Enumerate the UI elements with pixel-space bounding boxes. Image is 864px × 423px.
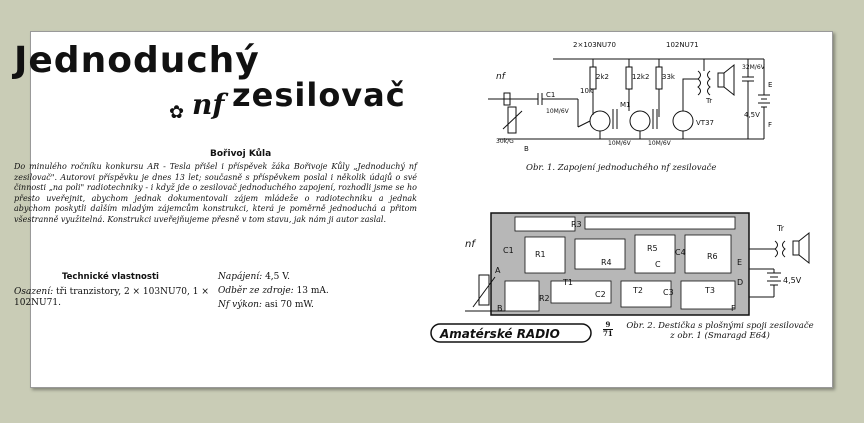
pcb-label-a: A [495,266,501,275]
odber-value: 13 mA. [296,286,329,296]
pcb-label-c: C [655,260,661,269]
label-c1-value: 10M/6V [546,108,569,115]
label-nf: nf [496,72,505,82]
pcb-label-r3: R3 [571,220,582,229]
title-word-1: Jednoduchý [14,40,260,81]
pcb-diagram [435,211,825,319]
magazine-logo [430,321,593,345]
pcb-label-d: D [737,278,744,287]
article-title [14,40,454,123]
odber-label: Odběr ze zdroje: [218,286,294,296]
issue-year: 71 [603,329,613,338]
label-c2-value: 10M/6V [608,140,631,147]
label-r3-value: 12k2 [632,73,650,81]
label-tr: Tr [706,97,713,105]
pcb-label-tr: Tr [777,224,784,233]
tech-osazeni [14,287,214,309]
pcb-label-battery: 4,5V [783,276,802,285]
figure-1-caption: Obr. 1. Zapojení jednoduchého nf zesilovače [526,163,717,173]
label-c3-value: 10M/6V [648,140,671,147]
label-m1: M1 [620,101,631,109]
flower-icon: ✿ [169,102,185,123]
vykon-value: asi 70 mW. [264,300,314,310]
schematic-diagram [448,37,778,157]
spec-vykon [218,298,418,312]
pcb-label-nf: nf [465,239,475,250]
pcb-label-b: B [497,304,503,313]
title-word-2: zesilovač [232,76,406,114]
pcb-label-t2: T2 [633,286,643,295]
magazine-logo-text: Amatérské RADIO [440,327,560,341]
pcb-label-t1: T1 [563,278,573,287]
label-t3: VT37 [696,119,714,127]
pcb-label-c4: C4 [675,248,686,257]
pcb-label-r4: R4 [601,258,612,267]
pcb-label-r5: R5 [647,244,658,253]
label-r4-value: 33k [662,73,675,81]
label-transistors-top: 2×103NU70 [573,41,616,49]
figure-2-caption-line-2: z obr. 1 (Smaragd E64) [670,331,770,341]
figure-2-caption [620,321,820,341]
tech-specs [218,270,418,312]
title-nf: nf [192,88,225,121]
label-r2-value: 2k2 [596,73,609,81]
pcb-label-f: F [731,304,736,313]
spec-odber [218,284,418,298]
pcb-label-r6: R6 [707,252,718,261]
vykon-label: Nf výkon: [218,300,262,310]
spec-napajeni [218,270,418,284]
pcb-label-r1: R1 [535,250,546,259]
label-b: B [524,145,529,153]
label-e: E [768,81,773,89]
issue-num: 9 [605,320,611,329]
pcb-label-t3: T3 [705,286,715,295]
pcb-label-e: E [737,258,743,267]
label-r1-value: 10k [580,87,593,95]
pcb-label-c2: C2 [595,290,606,299]
intro-paragraph: Do minulého ročníku konkursu AR - Tesla přišel i příspěvek žáka Bořivoje Kůly „Jednoduchý nf zesilovač". Autorovi příspěvku je dnes 13 let; současně s příspěvkem poslal i několik údajů o své činnosti „na poli" radiotechniky - i když jde o zesilovač jednoduchého zapojení, rozhodli jsme se ho přesto uveřejnit, abychom jednak dokumentovali zájem mládeže o radiotechniku a jednak abychom poskytli dalším mladým zájemcům konstrukci, která je poměrně jednoduchá a přitom všestranně využitelná. Konstrukci uveřejňujeme přesně v tom stavu, jak nám ji autor zaslal. [14,162,417,224]
label-c4-value: 32M/6V [742,64,765,71]
label-transistor-out: 102NU71 [666,41,699,49]
osazeni-value: tři tranzistory, 2 × 103NU70, 1 × 102NU71. [14,287,209,308]
author-name: Bořivoj Kůla [210,149,272,159]
pcb-label-c3: C3 [663,288,674,297]
issue-number [603,321,613,338]
figure-2-caption-line-1: Obr. 2. Destička s plošnými spoji zesilovače [626,321,814,331]
label-battery: 4,5V [744,111,760,119]
osazeni-label: Osazení: [14,287,54,297]
napajeni-value: 4,5 V. [265,272,291,282]
label-pot-value: 30k/G [496,138,514,145]
pcb-label-r2: R2 [539,294,550,303]
article-page [14,31,833,388]
pcb-label-c1: C1 [503,246,514,255]
napajeni-label: Napájení: [218,272,263,282]
tech-heading: Technické vlastnosti [62,272,159,282]
label-f: F [768,121,773,129]
label-c1: C1 [546,91,556,99]
